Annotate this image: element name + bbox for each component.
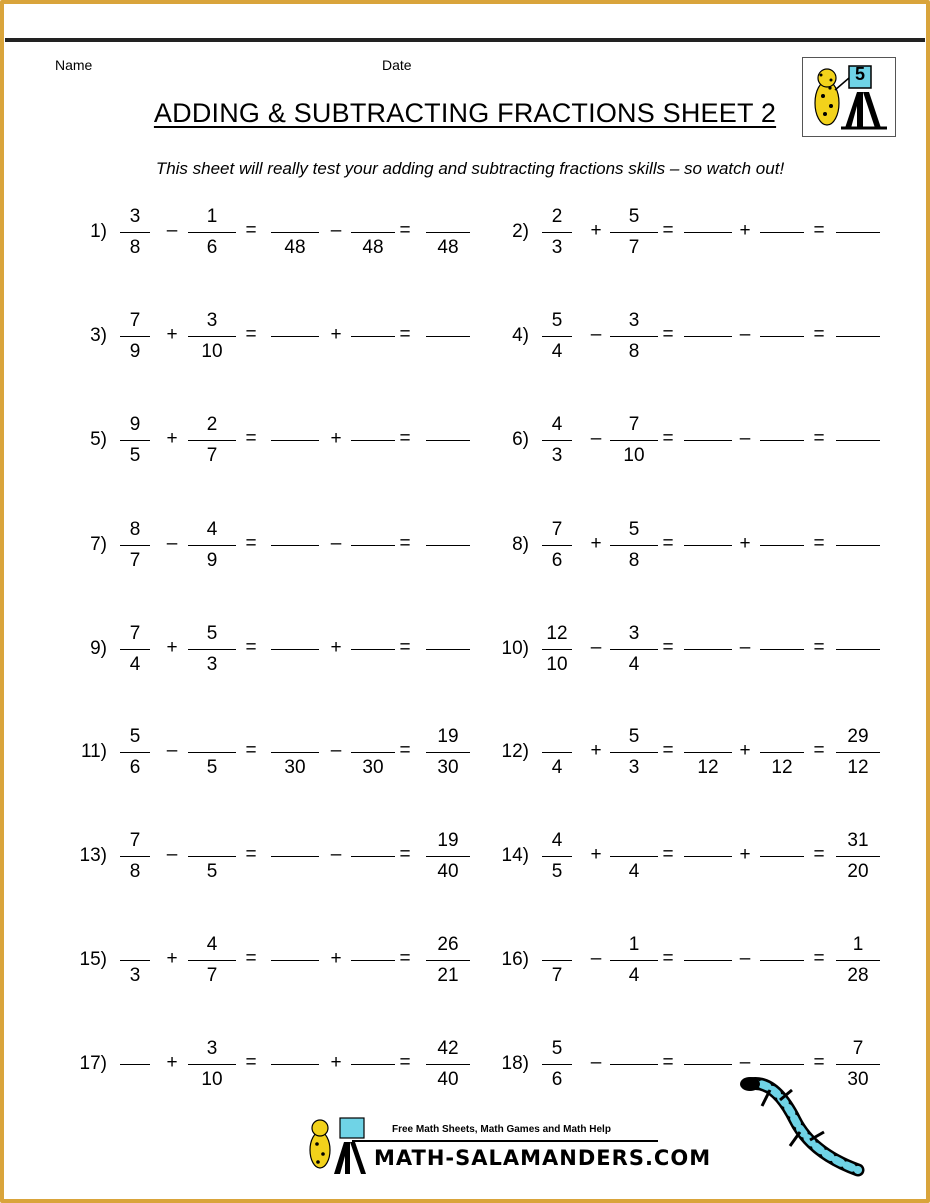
- fraction-bar: [760, 440, 804, 441]
- fraction-denominator: 7: [129, 550, 141, 571]
- equals-sign: =: [813, 948, 825, 969]
- operator-sign: +: [166, 637, 178, 658]
- fraction-denominator: 4: [628, 861, 640, 882]
- operator-sign: +: [739, 844, 751, 865]
- fraction-denominator: 30: [362, 757, 384, 778]
- operator-sign: –: [590, 1052, 602, 1073]
- fraction-denominator: 3: [129, 965, 141, 986]
- equals-sign: =: [399, 948, 411, 969]
- equals-sign: =: [662, 948, 674, 969]
- equals-sign: =: [399, 1052, 411, 1073]
- problem-number: 4): [512, 325, 529, 346]
- fraction-numerator: 5: [551, 310, 563, 331]
- fraction-bar: [542, 1064, 572, 1065]
- equals-sign: =: [399, 533, 411, 554]
- operator-sign: +: [739, 533, 751, 554]
- fraction-bar: [120, 545, 150, 546]
- operator-sign: +: [166, 428, 178, 449]
- worksheet-subtitle: This sheet will really test your adding and subtracting fractions skills – so watch out!: [155, 159, 785, 178]
- equals-sign: =: [245, 533, 257, 554]
- fraction-numerator: 5: [551, 1038, 563, 1059]
- problem-number: 1): [90, 221, 107, 242]
- fraction-bar: [760, 545, 804, 546]
- fraction-numerator: 7: [129, 623, 141, 644]
- equals-sign: =: [662, 533, 674, 554]
- fraction-numerator: 7: [129, 830, 141, 851]
- fraction-bar: [426, 752, 470, 753]
- fraction-bar: [684, 1064, 732, 1065]
- fraction-numerator: 8: [129, 519, 141, 540]
- fraction-denominator: 21: [437, 965, 459, 986]
- fraction-bar: [271, 336, 319, 337]
- operator-sign: –: [739, 1052, 751, 1073]
- fraction-denominator: 48: [437, 237, 459, 258]
- equals-sign: =: [662, 324, 674, 345]
- fraction-numerator: 9: [129, 414, 141, 435]
- fraction-bar: [351, 232, 395, 233]
- operator-sign: –: [739, 428, 751, 449]
- fraction-bar: [542, 649, 572, 650]
- fraction-bar: [836, 336, 880, 337]
- fraction-bar: [684, 232, 732, 233]
- fraction-bar: [351, 649, 395, 650]
- footer-salamander-icon: [300, 1112, 370, 1176]
- fraction-numerator: 5: [129, 726, 141, 747]
- problem-number: 6): [512, 429, 529, 450]
- fraction-bar: [760, 649, 804, 650]
- fraction-bar: [542, 336, 572, 337]
- equals-sign: =: [813, 533, 825, 554]
- fraction-bar: [610, 440, 658, 441]
- fraction-bar: [542, 440, 572, 441]
- fraction-bar: [351, 440, 395, 441]
- fraction-bar: [760, 752, 804, 753]
- fraction-denominator: 6: [206, 237, 218, 258]
- problem-number: 11): [80, 741, 107, 762]
- fraction-numerator: 31: [847, 830, 869, 851]
- operator-sign: –: [166, 220, 178, 241]
- fraction-bar: [188, 856, 236, 857]
- fraction-denominator: 9: [206, 550, 218, 571]
- fraction-numerator: 4: [551, 830, 563, 851]
- equals-sign: =: [662, 637, 674, 658]
- fraction-denominator: 10: [201, 341, 223, 362]
- fraction-denominator: 5: [206, 861, 218, 882]
- fraction-bar: [188, 1064, 236, 1065]
- fraction-denominator: 8: [129, 861, 141, 882]
- fraction-bar: [426, 649, 470, 650]
- footer-site-initial: M: [374, 1146, 396, 1170]
- date-label: Date: [382, 57, 412, 73]
- fraction-denominator: 6: [551, 550, 563, 571]
- fraction-denominator: 4: [551, 341, 563, 362]
- problem-number: 17): [79, 1053, 107, 1074]
- grade-number: 5: [854, 64, 865, 84]
- problem-number: 10): [501, 638, 529, 659]
- operator-sign: –: [166, 740, 178, 761]
- fraction-bar: [120, 232, 150, 233]
- fraction-numerator: 1: [628, 934, 640, 955]
- fraction-bar: [836, 752, 880, 753]
- operator-sign: –: [166, 844, 178, 865]
- fraction-bar: [836, 232, 880, 233]
- header-rule: [5, 38, 925, 42]
- fraction-bar: [271, 960, 319, 961]
- fraction-numerator: 7: [129, 310, 141, 331]
- fraction-bar: [760, 232, 804, 233]
- equals-sign: =: [399, 324, 411, 345]
- operator-sign: +: [330, 428, 342, 449]
- fraction-denominator: 40: [437, 1069, 459, 1090]
- fraction-bar: [610, 1064, 658, 1065]
- fraction-bar: [836, 545, 880, 546]
- fraction-numerator: 5: [628, 206, 640, 227]
- equals-sign: =: [662, 844, 674, 865]
- fraction-denominator: 8: [628, 341, 640, 362]
- fraction-denominator: 30: [437, 757, 459, 778]
- fraction-numerator: 4: [551, 414, 563, 435]
- fraction-denominator: 40: [437, 861, 459, 882]
- fraction-bar: [271, 752, 319, 753]
- fraction-bar: [188, 752, 236, 753]
- fraction-numerator: 3: [206, 310, 218, 331]
- operator-sign: +: [166, 324, 178, 345]
- fraction-numerator: 3: [206, 1038, 218, 1059]
- problem-number: 7): [90, 534, 107, 555]
- fraction-denominator: 8: [628, 550, 640, 571]
- operator-sign: –: [330, 740, 342, 761]
- fraction-bar: [684, 960, 732, 961]
- operator-sign: +: [330, 1052, 342, 1073]
- fraction-numerator: 29: [847, 726, 869, 747]
- problem-number: 12): [501, 741, 529, 762]
- fraction-denominator: 4: [628, 965, 640, 986]
- fraction-bar: [188, 545, 236, 546]
- fraction-bar: [120, 1064, 150, 1065]
- fraction-denominator: 12: [771, 757, 793, 778]
- equals-sign: =: [245, 948, 257, 969]
- fraction-numerator: 19: [437, 830, 459, 851]
- fraction-bar: [684, 336, 732, 337]
- equals-sign: =: [399, 844, 411, 865]
- fraction-denominator: 8: [129, 237, 141, 258]
- operator-sign: +: [590, 844, 602, 865]
- operator-sign: +: [330, 948, 342, 969]
- fraction-denominator: 48: [362, 237, 384, 258]
- fraction-numerator: 12: [546, 623, 568, 644]
- fraction-denominator: 10: [546, 654, 568, 675]
- fraction-bar: [271, 232, 319, 233]
- fraction-bar: [836, 960, 880, 961]
- fraction-denominator: 5: [129, 445, 141, 466]
- fraction-bar: [610, 752, 658, 753]
- operator-sign: +: [330, 324, 342, 345]
- name-label: Name: [55, 57, 93, 73]
- fraction-bar: [684, 856, 732, 857]
- fraction-denominator: 6: [551, 1069, 563, 1090]
- equals-sign: =: [813, 740, 825, 761]
- fraction-numerator: 1: [852, 934, 864, 955]
- fraction-bar: [542, 545, 572, 546]
- fraction-denominator: 10: [201, 1069, 223, 1090]
- fraction-denominator: 20: [847, 861, 869, 882]
- fraction-bar: [271, 440, 319, 441]
- fraction-numerator: 3: [628, 623, 640, 644]
- fraction-denominator: 3: [628, 757, 640, 778]
- equals-sign: =: [813, 428, 825, 449]
- fraction-bar: [426, 1064, 470, 1065]
- fraction-bar: [120, 856, 150, 857]
- fraction-bar: [426, 336, 470, 337]
- fraction-numerator: 4: [206, 519, 218, 540]
- footer-site-rest: ATH-SALAMANDERS.COM: [395, 1146, 712, 1170]
- fraction-bar: [760, 1064, 804, 1065]
- fraction-denominator: 12: [697, 757, 719, 778]
- fraction-bar: [120, 440, 150, 441]
- problem-number: 5): [90, 429, 107, 450]
- fraction-bar: [836, 856, 880, 857]
- equals-sign: =: [399, 220, 411, 241]
- fraction-bar: [351, 545, 395, 546]
- equals-sign: =: [662, 220, 674, 241]
- worksheet-title: ADDING & SUBTRACTING FRACTIONS SHEET 2: [153, 98, 777, 128]
- equals-sign: =: [813, 637, 825, 658]
- fraction-numerator: 19: [437, 726, 459, 747]
- fraction-denominator: 48: [284, 237, 306, 258]
- fraction-numerator: 26: [437, 934, 459, 955]
- fraction-bar: [188, 960, 236, 961]
- fraction-numerator: 3: [628, 310, 640, 331]
- fraction-bar: [271, 1064, 319, 1065]
- operator-sign: +: [166, 948, 178, 969]
- fraction-bar: [188, 232, 236, 233]
- equals-sign: =: [813, 220, 825, 241]
- fraction-bar: [610, 960, 658, 961]
- fraction-bar: [684, 545, 732, 546]
- operator-sign: +: [166, 1052, 178, 1073]
- equals-sign: =: [245, 740, 257, 761]
- fraction-bar: [542, 960, 572, 961]
- problem-number: 3): [90, 325, 107, 346]
- fraction-denominator: 4: [129, 654, 141, 675]
- fraction-numerator: 2: [206, 414, 218, 435]
- fraction-bar: [760, 336, 804, 337]
- footer-tagline: Free Math Sheets, Math Games and Math Help: [392, 1124, 611, 1135]
- equals-sign: =: [813, 324, 825, 345]
- fraction-numerator: 1: [206, 206, 218, 227]
- operator-sign: –: [739, 948, 751, 969]
- equals-sign: =: [245, 1052, 257, 1073]
- fraction-numerator: 5: [628, 519, 640, 540]
- fraction-bar: [188, 649, 236, 650]
- grade-logo: [802, 57, 896, 137]
- fraction-bar: [271, 649, 319, 650]
- equals-sign: =: [813, 844, 825, 865]
- problem-number: 13): [79, 845, 107, 866]
- equals-sign: =: [662, 740, 674, 761]
- operator-sign: –: [590, 324, 602, 345]
- fraction-bar: [120, 960, 150, 961]
- problem-number: 2): [512, 221, 529, 242]
- problem-number: 15): [79, 949, 107, 970]
- fraction-denominator: 3: [551, 445, 563, 466]
- equals-sign: =: [245, 428, 257, 449]
- equals-sign: =: [399, 428, 411, 449]
- problem-number: 18): [501, 1053, 529, 1074]
- fraction-numerator: 2: [551, 206, 563, 227]
- operator-sign: +: [739, 220, 751, 241]
- operator-sign: –: [330, 220, 342, 241]
- fraction-bar: [351, 856, 395, 857]
- operator-sign: –: [166, 533, 178, 554]
- fraction-bar: [351, 336, 395, 337]
- equals-sign: =: [245, 220, 257, 241]
- operator-sign: –: [739, 637, 751, 658]
- fraction-bar: [120, 336, 150, 337]
- fraction-numerator: 7: [551, 519, 563, 540]
- fraction-denominator: 7: [551, 965, 563, 986]
- operator-sign: –: [590, 637, 602, 658]
- fraction-bar: [426, 232, 470, 233]
- fraction-bar: [610, 856, 658, 857]
- fraction-denominator: 5: [551, 861, 563, 882]
- operator-sign: –: [330, 533, 342, 554]
- operator-sign: +: [590, 740, 602, 761]
- fraction-bar: [351, 960, 395, 961]
- fraction-bar: [610, 232, 658, 233]
- fraction-denominator: 12: [847, 757, 869, 778]
- fraction-numerator: 3: [129, 206, 141, 227]
- fraction-bar: [271, 856, 319, 857]
- fraction-bar: [188, 336, 236, 337]
- operator-sign: +: [590, 220, 602, 241]
- equals-sign: =: [662, 428, 674, 449]
- fraction-bar: [120, 649, 150, 650]
- fraction-bar: [684, 649, 732, 650]
- fraction-denominator: 30: [284, 757, 306, 778]
- fraction-denominator: 3: [551, 237, 563, 258]
- operator-sign: –: [590, 428, 602, 449]
- fraction-bar: [836, 440, 880, 441]
- fraction-bar: [836, 1064, 880, 1065]
- fraction-numerator: 5: [206, 623, 218, 644]
- fraction-denominator: 5: [206, 757, 218, 778]
- operator-sign: –: [330, 844, 342, 865]
- fraction-denominator: 28: [847, 965, 869, 986]
- problem-number: 8): [512, 534, 529, 555]
- fraction-bar: [188, 440, 236, 441]
- operator-sign: –: [590, 948, 602, 969]
- fraction-bar: [351, 752, 395, 753]
- footer-rule: [352, 1140, 658, 1142]
- operator-sign: +: [330, 637, 342, 658]
- fraction-numerator: 7: [852, 1038, 864, 1059]
- fraction-numerator: 5: [628, 726, 640, 747]
- fraction-bar: [836, 649, 880, 650]
- fraction-bar: [426, 856, 470, 857]
- fraction-numerator: 42: [437, 1038, 459, 1059]
- fraction-numerator: 4: [206, 934, 218, 955]
- fraction-denominator: 9: [129, 341, 141, 362]
- fraction-denominator: 4: [628, 654, 640, 675]
- fraction-numerator: 7: [628, 414, 640, 435]
- problem-number: 16): [501, 949, 529, 970]
- equals-sign: =: [245, 324, 257, 345]
- fraction-bar: [542, 232, 572, 233]
- footer-site-name: [374, 1146, 711, 1170]
- operator-sign: +: [739, 740, 751, 761]
- fraction-denominator: 7: [206, 445, 218, 466]
- fraction-bar: [610, 336, 658, 337]
- equals-sign: =: [245, 844, 257, 865]
- equals-sign: =: [399, 637, 411, 658]
- fraction-bar: [610, 649, 658, 650]
- fraction-bar: [684, 440, 732, 441]
- fraction-bar: [610, 545, 658, 546]
- operator-sign: +: [590, 533, 602, 554]
- fraction-bar: [120, 752, 150, 753]
- equals-sign: =: [399, 740, 411, 761]
- fraction-denominator: 7: [628, 237, 640, 258]
- problem-number: 14): [501, 845, 529, 866]
- fraction-denominator: 7: [206, 965, 218, 986]
- fraction-bar: [426, 545, 470, 546]
- fraction-bar: [542, 752, 572, 753]
- fraction-denominator: 4: [551, 757, 563, 778]
- fraction-bar: [684, 752, 732, 753]
- fraction-bar: [542, 856, 572, 857]
- fraction-bar: [426, 960, 470, 961]
- fraction-denominator: 10: [623, 445, 645, 466]
- fraction-denominator: 3: [206, 654, 218, 675]
- operator-sign: –: [739, 324, 751, 345]
- fraction-denominator: 30: [847, 1069, 869, 1090]
- equals-sign: =: [245, 637, 257, 658]
- fraction-bar: [426, 440, 470, 441]
- equals-sign: =: [813, 1052, 825, 1073]
- fraction-denominator: 6: [129, 757, 141, 778]
- problem-number: 9): [90, 638, 107, 659]
- fraction-bar: [760, 960, 804, 961]
- salamander-mascot-icon: [740, 1070, 870, 1180]
- fraction-bar: [271, 545, 319, 546]
- fraction-bar: [760, 856, 804, 857]
- equals-sign: =: [662, 1052, 674, 1073]
- fraction-bar: [351, 1064, 395, 1065]
